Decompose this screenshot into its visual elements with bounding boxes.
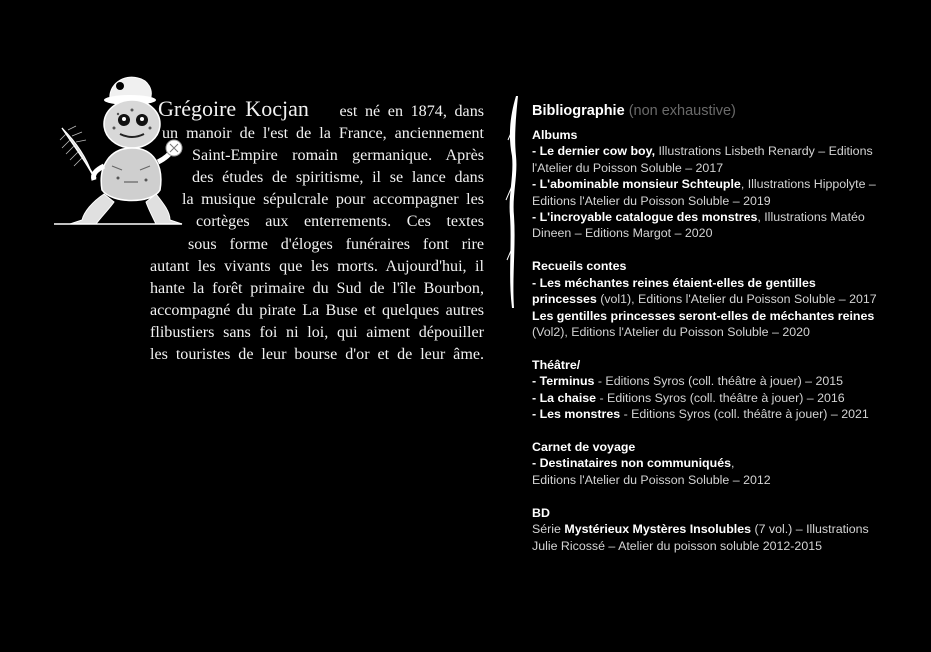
item-title: - Terminus [532, 374, 595, 389]
author-name: Grégoire Kocjan [158, 96, 309, 121]
item-title: - Les monstres [532, 407, 621, 422]
bibliography-subtitle: (non exhaustive) [628, 103, 736, 119]
section-theatre [532, 357, 882, 423]
item-details: - Editions Syros (coll. théâtre à jouer) – 2016 [596, 390, 845, 405]
section-carnet [532, 439, 882, 488]
bio-line-3: Saint-Empire romain germanique. Après [192, 147, 484, 165]
section-bd [532, 505, 882, 554]
bio-line-7: sous forme d'éloges funéraires font rire [188, 235, 484, 253]
bio-line-6: cortèges aux enterrements. Ces textes [196, 213, 484, 231]
bibliography [532, 101, 882, 570]
item-details: , Illustrations Matéo Dineen – Editions Margot – 2020 [532, 210, 865, 241]
item-title: - Destinataires non communiqués [532, 456, 731, 471]
item-title: - La chaise [532, 390, 597, 405]
item-details: - Editions Syros (coll. théâtre à jouer) – 2015 [594, 374, 844, 389]
left-leg [70, 194, 114, 224]
bio-line-4: des études de spiritisme, il se lance dans [192, 169, 484, 187]
bio-line-5: la musique sépulcrale pour accompagner les [182, 191, 484, 209]
item-details: Illustrations Lisbeth Renardy – Editions l'Atelier du Poisson Soluble – 2017 [532, 144, 873, 175]
list-item [532, 521, 882, 554]
list-item [532, 209, 882, 242]
carnet-heading: Carnet de voyage [532, 440, 636, 454]
item-details: (7 vol.) – Illustrations Julie Ricossé – Atelier du poisson soluble 2012-2015 [532, 522, 869, 553]
item-details: , Illustrations Hippolyte – Editions l'Atelier du Poisson Soluble – 2019 [532, 177, 876, 208]
recueils-heading: Recueils contes [532, 259, 627, 274]
list-item [532, 143, 882, 176]
section-albums [532, 127, 882, 242]
list-item [532, 176, 882, 209]
section-recueils [532, 258, 882, 340]
bio-line-1 [150, 98, 484, 123]
list-item [532, 308, 882, 341]
list-item [532, 390, 882, 406]
bio-line-11: flibustiers sans foi ni loi, qui aiment dépouiller [150, 323, 484, 341]
bio-line-9: hante la forêt primaire du Sud de l'île Bourbon, [150, 279, 484, 297]
theatre-heading: Théâtre/ [532, 357, 581, 372]
brush-stroke-divider [504, 96, 524, 308]
bio-line-2: un manoir de l'est de la France, anciennement [162, 125, 484, 143]
list-item [532, 455, 882, 471]
author-biography [150, 98, 484, 366]
bio-line-10: accompagné du pirate La Buse et quelques autres [150, 301, 484, 319]
item-details: (Vol2), Editions l'Atelier du Poisson Soluble – 2020 [532, 324, 810, 339]
item-title: - L'abominable monsieur Schteuple [532, 177, 741, 192]
item-title: Mystérieux Mystères Insolubles [564, 522, 751, 537]
item-title: Les gentilles princesses seront-elles de méchantes reines [532, 308, 875, 323]
item-details: (vol1), Editions l'Atelier du Poisson Soluble – 2017 [596, 292, 877, 307]
item-title: - Le dernier cow boy, [532, 144, 656, 159]
bd-heading: BD [532, 505, 550, 520]
item-details: Editions l'Atelier du Poisson Soluble – 2012 [532, 472, 771, 487]
bio-line-1-text: est né en 1874, dans [339, 103, 484, 120]
item-prefix: Série [532, 522, 565, 537]
bio-line-12: les touristes de leur bourse d'or et de leur âme. [150, 346, 484, 364]
list-item [532, 406, 882, 422]
item-details: - Editions Syros (coll. théâtre à jouer) – 2021 [620, 407, 869, 422]
bio-line-8: autant les vivants que les morts. Aujourd'hui, il [150, 257, 484, 275]
item-title: - L'incroyable catalogue des monstres [532, 210, 758, 225]
albums-heading: Albums [532, 128, 578, 142]
list-item [532, 373, 882, 389]
list-item [532, 275, 882, 308]
item-title: - Les méchantes reines étaient-elles de gentilles princesses [532, 275, 816, 307]
item-comma: , [730, 456, 735, 471]
bibliography-heading: Bibliographie [532, 103, 625, 119]
bibliography-title [532, 101, 882, 121]
